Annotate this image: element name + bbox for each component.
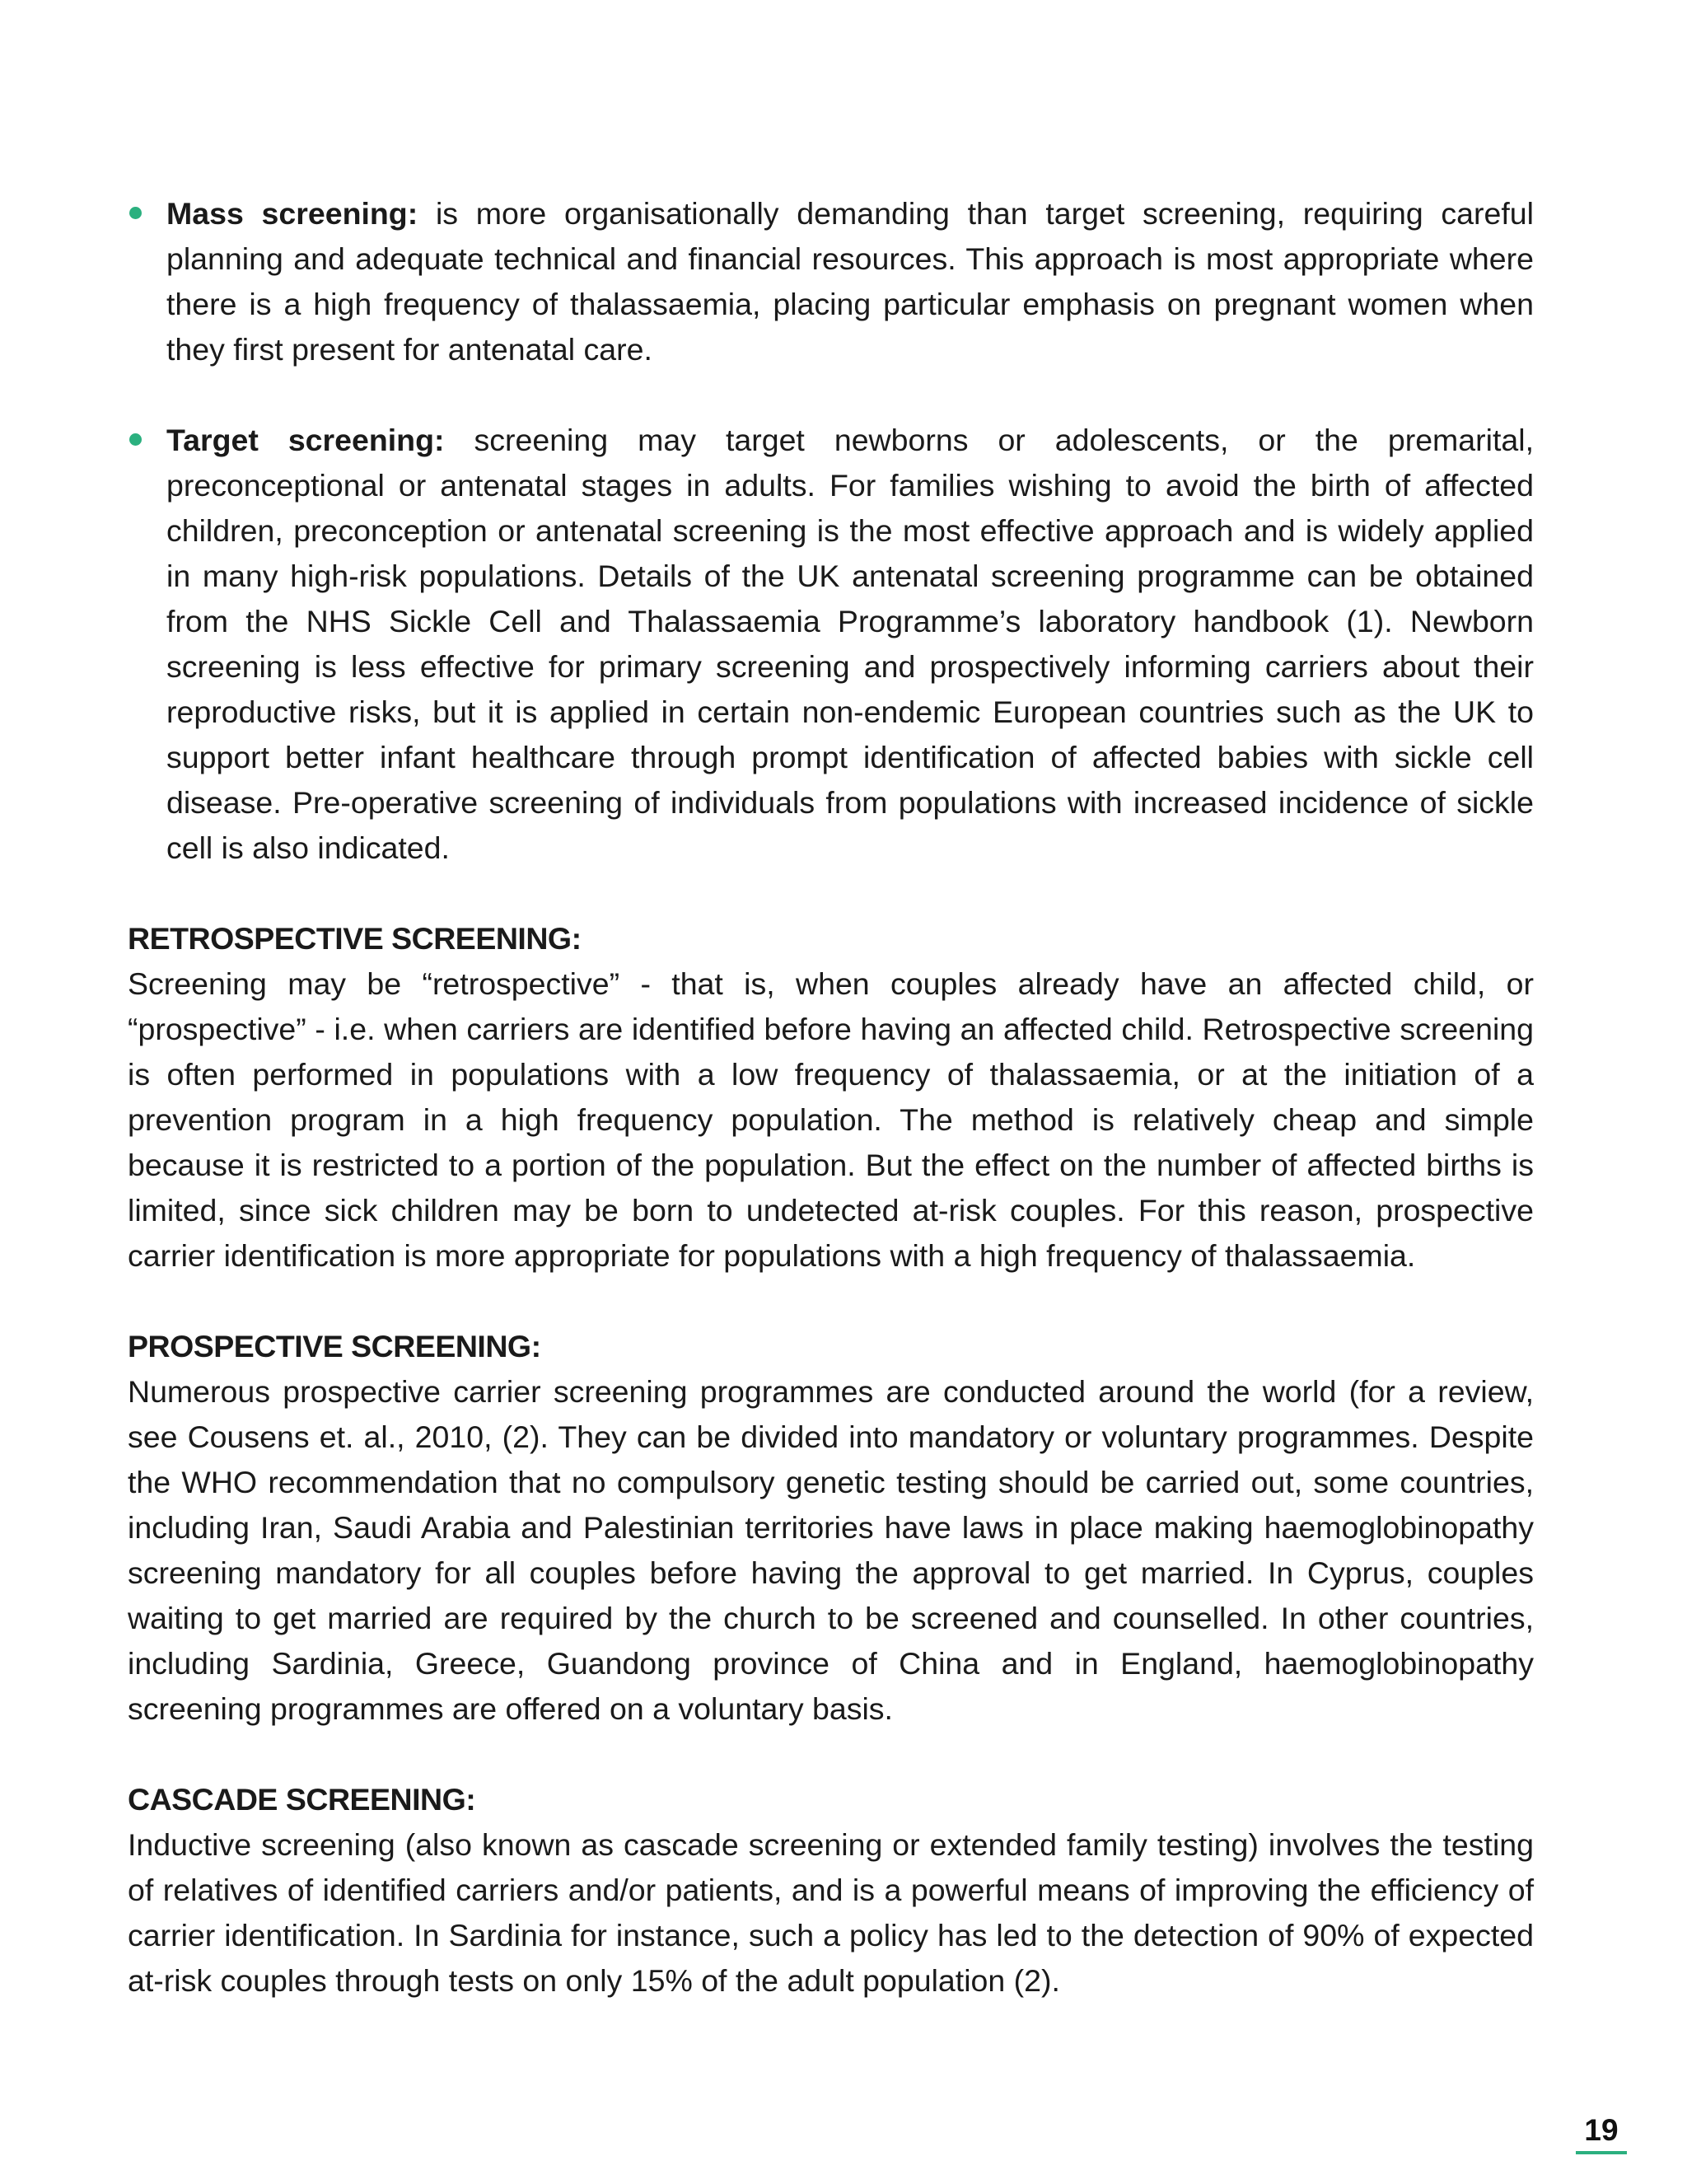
section-heading: PROSPECTIVE SCREENING: bbox=[128, 1329, 541, 1363]
bullet-item-mass-screening bbox=[128, 191, 1534, 372]
section-prospective-screening bbox=[128, 1324, 1534, 1732]
section-cascade-screening bbox=[128, 1777, 1534, 2004]
bullet-text: is more organisationally demanding than target screening, requiring careful planning and adequate technical and financial resources. This approach is most appropriate where there is a high frequency of thalassaemia, placing particular emphasis on pregnant women when they first present for antenatal care. bbox=[166, 196, 1534, 367]
bullet-list bbox=[128, 191, 1534, 871]
bullet-term: Target screening: bbox=[166, 423, 445, 457]
section-paragraph: Numerous prospective carrier screening programmes are conducted around the world (for a review, see Cousens et. al., 2010, (2). They can be divided into mandatory or voluntary programmes. Despite the WHO recommendation that no compulsory genetic testing should be carried out, some countries, including Iran, Saudi Arabia and Palestinian territories have laws in place making haemoglobinopathy screening mandatory for all couples before having the approval to get married. In Cyprus, couples waiting to get married are required by the church to be screened and counselled. In other countries, including Sardinia, Greece, Guandong province of China and in England, haemoglobinopathy screening programmes are offered on a voluntary basis. bbox=[128, 1374, 1534, 1726]
section-paragraph: Screening may be “retrospective” - that is, when couples already have an affected child, or “prospective” - i.e. when carriers are identified before having an affected child. Retrospective screening is often performed in populations with a low frequency of thalassaemia, or at the initiation of a prevention program in a high frequency population. The method is relatively cheap and simple because it is restricted to a portion of the population. But the effect on the number of affected births is limited, since sick children may be born to undetected at-risk couples. For this reason, prospective carrier identification is more appropriate for populations with a high frequency of thalassaemia. bbox=[128, 966, 1534, 1273]
bullet-term: Mass screening: bbox=[166, 196, 418, 231]
page-content bbox=[128, 191, 1534, 2004]
page-number-underline bbox=[1576, 2151, 1627, 2154]
bullet-item-target-screening bbox=[128, 418, 1534, 871]
page-number: 19 bbox=[1584, 2113, 1619, 2147]
section-retrospective-screening bbox=[128, 916, 1534, 1279]
bullet-dot-icon bbox=[129, 207, 142, 219]
bullet-dot-icon bbox=[129, 433, 142, 446]
section-heading: CASCADE SCREENING: bbox=[128, 1782, 476, 1817]
section-paragraph: Inductive screening (also known as cascade screening or extended family testing) involves the testing of relatives of identified carriers and/or patients, and is a powerful means of improving the efficiency of carrier identification. In Sardinia for instance, such a policy has led to the detection of 90% of expected at-risk couples through tests on only 15% of the adult population (2). bbox=[128, 1827, 1534, 1998]
bullet-text: screening may target newborns or adolescents, or the premarital, preconceptional or antenatal stages in adults. For families wishing to avoid the birth of affected children, preconception or antenatal screening is the most effective approach and is widely applied in many high-risk populations. Details of the UK antenatal screening programme can be obtained from the NHS Sickle Cell and Thalassaemia Programme’s laboratory handbook (1). Newborn screening is less effective for primary screening and prospectively informing carriers about their reproductive risks, but it is applied in certain non-endemic European countries such as the UK to support better infant healthcare through prompt identification of affected babies with sickle cell disease. Pre-operative screening of individuals from populations with increased incidence of sickle cell is also indicated. bbox=[166, 423, 1534, 865]
section-heading: RETROSPECTIVE SCREENING: bbox=[128, 921, 582, 956]
